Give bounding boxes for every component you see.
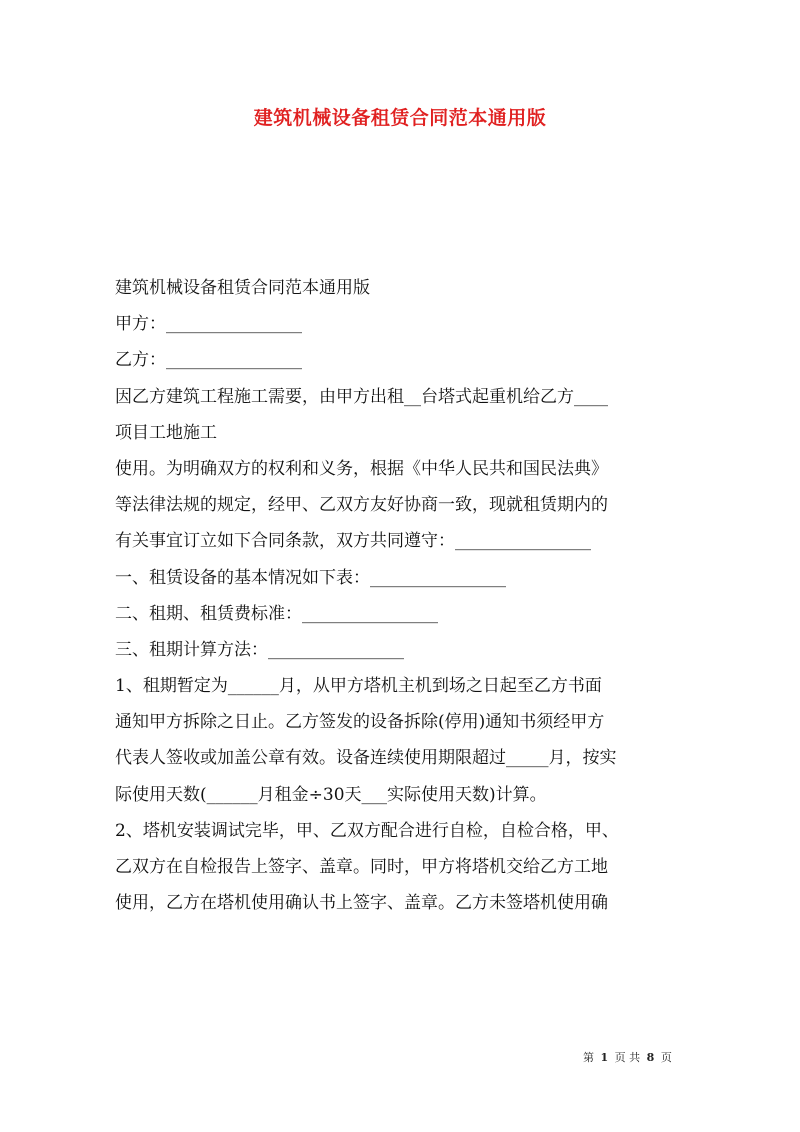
body-line: 因乙方建筑工程施工需要，由甲方出租__台塔式起重机给乙方____ [115,386,608,407]
footer-prefix: 第 [583,1051,594,1064]
body-line: 项目工地施工 [115,422,217,443]
body-line: 乙方：________________ [115,350,302,371]
body-line: 2、塔机安装调试完毕，甲、乙双方配合进行自检，自检合格，甲、 [115,820,619,841]
footer-page-number: 1 [600,1051,609,1064]
body-line: 建筑机械设备租赁合同范本通用版 [115,278,370,298]
footer-middle: 页 共 [614,1051,641,1064]
body-line: 三、租期计算方法：________________ [115,639,404,660]
body-line: 使用。为明确双方的权利和义务，根据《中华人民共和国民法典》 [115,458,608,479]
body-line: 1、租期暂定为______月，从甲方塔机主机到场之日起至乙方书面 [115,676,602,697]
body-line: 使用，乙方在塔机使用确认书上签字、盖章。乙方未签塔机使用确 [115,893,608,914]
body-line: 代表人签收或加盖公章有效。设备连续使用期限超过_____月，按实 [115,748,617,769]
document-title: 建筑机械设备租赁合同范本通用版 [253,107,547,129]
body-line: 际使用天数(______月租金÷30天___实际使用天数)计算。 [115,784,547,805]
body-line: 等法律法规的规定，经甲、乙双方友好协商一致，现就租赁期内的 [115,495,608,516]
body-line: 乙双方在自检报告上签字、盖章。同时，甲方将塔机交给乙方工地 [115,857,608,877]
body-line: 甲方：________________ [115,314,302,335]
body-line: 有关事宜订立如下合同条款，双方共同遵守：________________ [115,531,591,552]
footer-suffix: 页 [660,1051,672,1064]
document-body [115,270,685,921]
body-line: 二、租期、租赁费标准：________________ [115,603,438,624]
body-line: 一、租赁设备的基本情况如下表：________________ [115,567,506,588]
body-line: 通知甲方拆除之日止。乙方签发的设备拆除(停用)通知书须经甲方 [115,712,605,733]
footer-total-pages: 8 [646,1051,655,1064]
page-footer [583,1049,672,1065]
